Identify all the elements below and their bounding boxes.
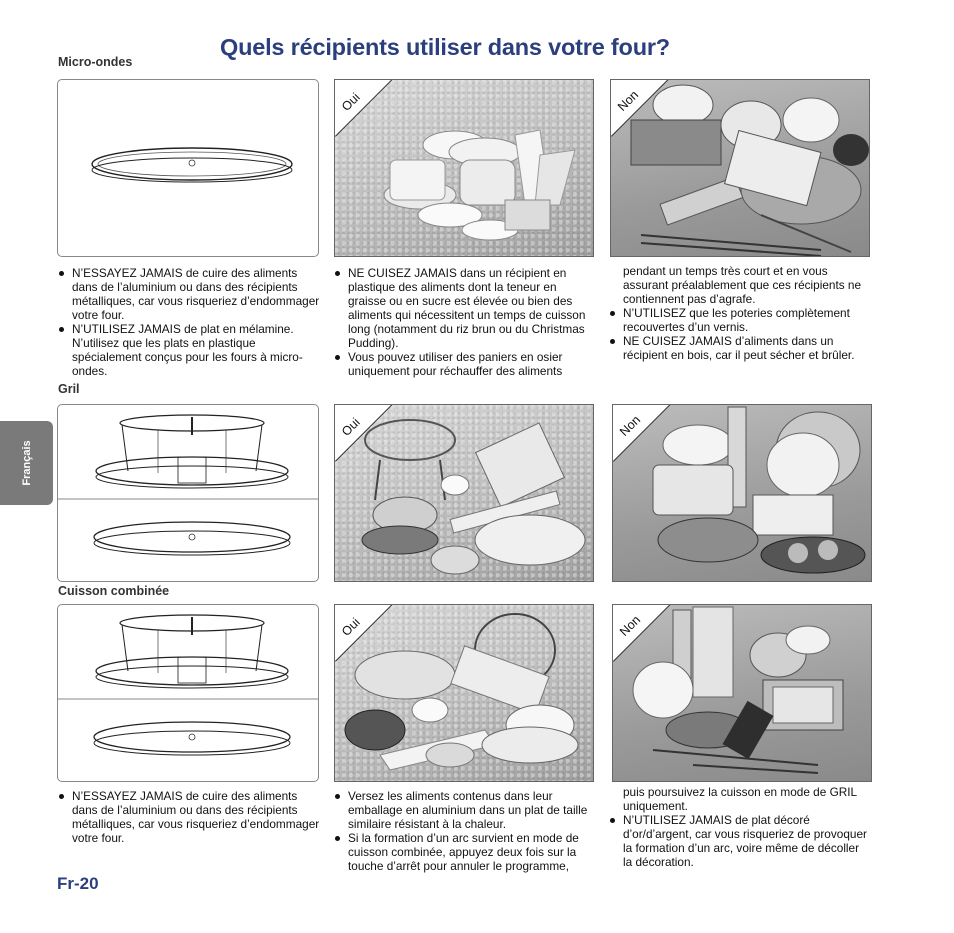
bullet-item: Vous pouvez utiliser des paniers en osier uniquement pour réchauffer des aliments [334, 350, 596, 378]
language-tab [0, 421, 53, 505]
photo-non-cuisson-combinee [612, 604, 872, 782]
badge-oui-micro: Oui [339, 90, 363, 114]
bullet-item: NE CUISEZ JAMAIS dans un récipient en plastique des aliments dont la teneur en graisse ou en sucre est élevée ou bien des aliments qui nécessitent un temps de cuisson long (notamment du riz brun ou du Christmas Pudding). [334, 266, 596, 350]
badge-non-combi: Non [617, 612, 644, 639]
section-label-gril: Gril [58, 382, 80, 396]
page-number: Fr-20 [57, 874, 99, 893]
section-label-cuisson-combinee: Cuisson combinée [58, 584, 170, 598]
bullet-item: N’ESSAYEZ JAMAIS de cuire des aliments dans de l’aluminium ou dans des récipients métalliques, car vous risqueriez d’endommager votre four. [58, 266, 320, 322]
text-micro-col2 [334, 266, 596, 378]
continued-text: puis poursuivez la cuisson en mode de GRIL uniquement. [623, 785, 857, 813]
page-title: Quels récipients utiliser dans votre four? [220, 34, 670, 60]
photo-oui-cuisson-combinee [334, 604, 594, 782]
badge-non-gril: Non [617, 412, 644, 439]
photo-non-micro-ondes [610, 79, 870, 257]
badge-oui-gril: Oui [339, 415, 363, 439]
section-label-micro-ondes: Micro-ondes [58, 55, 133, 69]
text-combi-col3 [609, 785, 871, 869]
text-micro-col3 [609, 264, 871, 362]
bullet-item: NE CUISEZ JAMAIS d’aliments dans un récipient en bois, car il peut sécher et brûler. [609, 334, 871, 362]
badge-oui-combi: Oui [339, 615, 363, 639]
bullet-item: Si la formation d’un arc survient en mode de cuisson combinée, appuyez deux fois sur la touche d’arrêt pour annuler le programme, [334, 831, 596, 873]
photo-non-gril [612, 404, 872, 582]
text-micro-col1 [58, 266, 320, 378]
bullet-item: N’ESSAYEZ JAMAIS de cuire des aliments dans de l’aluminium ou dans des récipients métalliques, car vous risqueriez d’endommager votre four. [58, 789, 320, 845]
badge-non-micro: Non [615, 87, 642, 114]
language-tab-label: Français [20, 440, 33, 486]
text-combi-col1 [58, 789, 320, 845]
continued-text: pendant un temps très court et en vous assurant préalablement que ces récipients ne contiennent pas d’agrafe. [623, 264, 862, 306]
turntable-diagram-combi [57, 604, 319, 782]
photo-oui-gril [334, 404, 594, 582]
bullet-item: N’UTILISEZ JAMAIS de plat en mélamine. N’utilisez que les plats en plastique spécialement conçus pour les fours à micro-ondes. [58, 322, 320, 378]
bullet-item: Versez les aliments contenus dans leur emballage en aluminium dans un plat de taille similaire résistant à la chaleur. [334, 789, 596, 831]
photo-oui-micro-ondes [334, 79, 594, 257]
turntable-diagram-gril [57, 404, 319, 582]
text-combi-col2 [334, 789, 596, 873]
turntable-diagram-micro [57, 79, 319, 257]
bullet-item: N’UTILISEZ JAMAIS de plat décoré d’or/d’argent, car vous risqueriez de provoquer la formation d’un arc, voire même de décoller la décoration. [609, 813, 871, 869]
bullet-item: N’UTILISEZ que les poteries complètement recouvertes d’un vernis. [609, 306, 871, 334]
